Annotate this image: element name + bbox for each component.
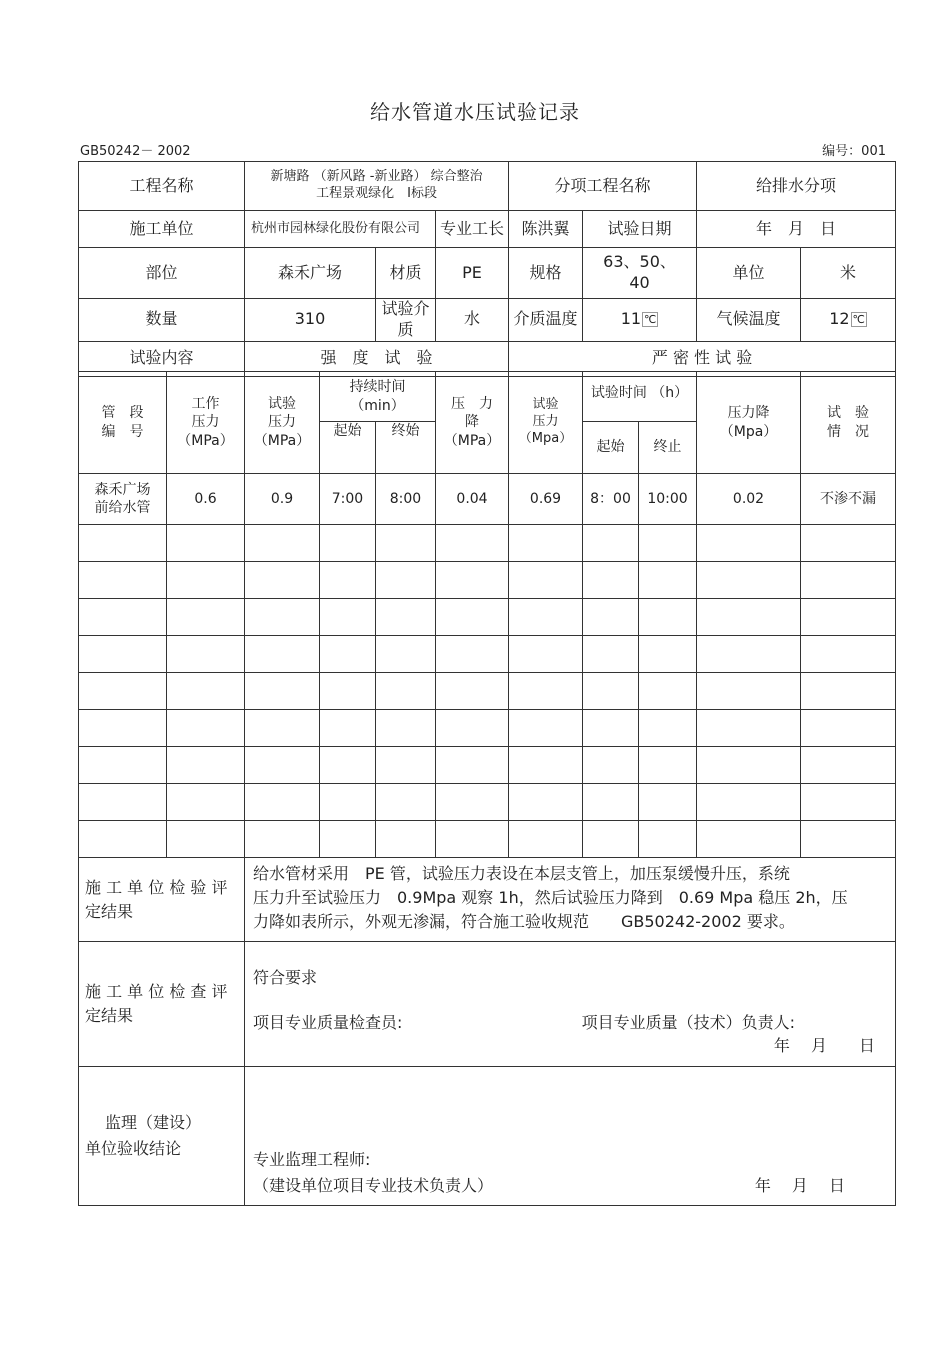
sub-project-value: 给排水分项 [697,162,896,211]
sub-project-label: 分项工程名称 [509,162,697,211]
supervision-content [245,1067,896,1206]
tight-end-cell: 10:00 [639,474,697,525]
project-name-line1: 新塘路 （新风路 -新业路） 综合整治 [270,169,483,185]
row-project [79,162,896,211]
standard-code: GB50242－ 2002 [80,144,191,159]
pressure-drop-header-line2: 降 [465,414,479,431]
eval-text-line3: 力降如表所示，外观无渗漏，符合施工验收规范 GB50242-2002 要求。 [253,912,795,931]
check-label-line1: 施 工 单 位 检 查 评 [85,982,228,1001]
section-header-line1: 管 段 [101,405,144,422]
row-contractor [79,211,896,248]
check-content [245,942,896,1067]
quantity-label: 数量 [79,299,245,342]
row-check [79,942,896,1067]
section-cell-line1: 森禾广场 [94,481,151,498]
check-label-line2: 定结果 [85,1006,134,1025]
test-date-label: 试验日期 [583,211,697,248]
eval-label-line2: 定结果 [85,901,134,921]
work-pressure-header-line2: 压力 [191,414,220,431]
tight-drop-cell: 0.02 [697,474,801,525]
medium-temp-label: 介质温度 [509,299,583,342]
supervision-label-line2: 单位验收结论 [85,1139,182,1158]
project-name-value [245,162,509,211]
foreman-label: 专业工长 [436,211,509,248]
start-cell: 7:00 [320,474,376,525]
result-header-line1: 试 验 [827,405,870,422]
eval-label-line1: 施 工 单 位 检 验 评 [85,877,228,897]
degree-icon: ℃ [852,312,865,326]
location-label: 部位 [79,248,245,299]
contractor-label: 施工单位 [79,211,245,248]
material-value: PE [436,248,509,299]
record-grid [78,161,896,377]
empty-row [79,747,896,784]
supervision-engineer-label: 专业监理工程师: [253,1150,371,1169]
weather-temp-label: 气候温度 [697,299,801,342]
tight-drop-header-line2: （Mpa） [719,423,778,440]
empty-row [79,562,896,599]
empty-row [79,821,896,858]
record-number: 编号：001 [822,144,886,159]
duration-header-line2: （min） [350,397,405,414]
tight-test-pressure-header [509,372,583,474]
tight-drop-header-line1: 压力降 [727,405,770,422]
empty-row [79,599,896,636]
eval-text [245,858,896,942]
eval-label [79,858,245,942]
empty-row [79,784,896,821]
work-pressure-header-line1: 工作 [191,396,220,413]
pressure-data-table [78,371,896,1206]
section-cell-line2: 前给水管 [94,500,151,516]
header-row-1 [79,372,896,422]
tight-test-pressure-cell: 0.69 [509,474,583,525]
weather-temp-value [801,299,896,342]
pressure-drop-cell: 0.04 [436,474,509,525]
row-evaluation [79,858,896,942]
medium-temp-value [583,299,697,342]
spec-line2: 40 [629,273,650,292]
check-inspector-label: 项目专业质量检查员: [253,1012,403,1032]
tight-start-header: 起始 [583,422,639,474]
strength-test-label: 强 度 试 验 [245,341,509,376]
result-header [801,372,896,474]
result-cell: 不渗不漏 [801,474,896,525]
empty-row [79,710,896,747]
supervision-label-line1: 监理（建设） [105,1113,202,1132]
tight-end-header: 终止 [639,422,697,474]
empty-row [79,673,896,710]
test-pressure-header-line3: （MPa） [253,432,311,449]
check-conclusion: 符合要求 [253,968,318,987]
material-label: 材质 [376,248,436,299]
foreman-value: 陈洪翼 [509,211,583,248]
project-name-line2: 工程景观绿化 Ⅰ标段 [316,186,437,201]
quantity-value: 310 [245,299,376,342]
end-cell: 8:00 [376,474,436,525]
spec-label: 规格 [509,248,583,299]
test-pressure-header [245,372,320,474]
tight-test-pressure-header-line1: 试验 [532,397,559,413]
eval-text-line2: 压力升至试验压力 0.9Mpa 观察 1h，然后试验压力降到 0.69 Mpa 稳压 2h，压 [253,888,848,907]
eval-text-line1: 给水管材采用 PE 管，试验压力表设在本层支管上，加压泵缓慢升压，系统 [253,864,790,883]
duration-header [320,372,436,422]
location-value: 森禾广场 [245,248,376,299]
work-pressure-header-line3: （MPa） [177,432,234,449]
contractor-value: 杭州市园林绿化股份有限公司 [245,211,436,248]
medium-label: 试验介质 [376,299,436,342]
supervision-owner-label: （建设单位项目专业技术负责人） [253,1176,494,1195]
result-header-line2: 情 况 [827,423,870,440]
duration-end-header: 终始 [376,422,436,474]
empty-row [79,525,896,562]
supervision-label [79,1067,245,1206]
degree-icon: ℃ [644,312,657,326]
duration-header-line1: 持续时间 [349,379,406,396]
project-name-label: 工程名称 [79,162,245,211]
pressure-drop-header [436,372,509,474]
test-pressure-cell: 0.9 [245,474,320,525]
tightness-test-label: 严 密 性 试 验 [509,341,896,376]
unit-value: 米 [801,248,896,299]
medium-value: 水 [436,299,509,342]
spec-value [583,248,697,299]
check-label [79,942,245,1067]
supervision-date: 年 月 日 [754,1176,846,1195]
test-pressure-header-line1: 试验 [268,396,296,413]
weather-temp-number: 12 [829,309,850,329]
section-cell [79,474,167,525]
section-header-line2: 编 号 [101,423,144,440]
test-content-label: 试验内容 [79,341,245,376]
pressure-drop-header-line1: 压 力 [451,396,493,413]
medium-temp-number: 11 [620,309,642,329]
pressure-drop-header-line3: （MPa） [443,432,501,449]
table-row [79,474,896,525]
spec-line1: 63、50、 [603,252,676,272]
work-pressure-header [167,372,245,474]
check-date: 年 月 日 [773,1035,876,1055]
work-pressure-cell: 0.6 [167,474,245,525]
tight-test-pressure-header-line2: 压力 [532,414,559,430]
tight-drop-header [697,372,801,474]
row-quantity [79,299,896,342]
check-responsible-label: 项目专业质量（技术）负责人: [581,1012,796,1032]
row-location [79,248,896,299]
section-header [79,372,167,474]
tight-start-cell: 8：00 [583,474,639,525]
empty-row [79,636,896,673]
row-supervision [79,1067,896,1206]
duration-start-header: 起始 [320,422,376,474]
unit-label: 单位 [697,248,801,299]
test-date-value: 年 月 日 [697,211,896,248]
document-title: 给水管道水压试验记录 [370,100,580,124]
test-pressure-header-line2: 压力 [268,414,296,431]
tight-test-pressure-header-line3: （Mpa） [518,430,573,446]
tight-time-header: 试验时间 （h） [583,372,697,422]
